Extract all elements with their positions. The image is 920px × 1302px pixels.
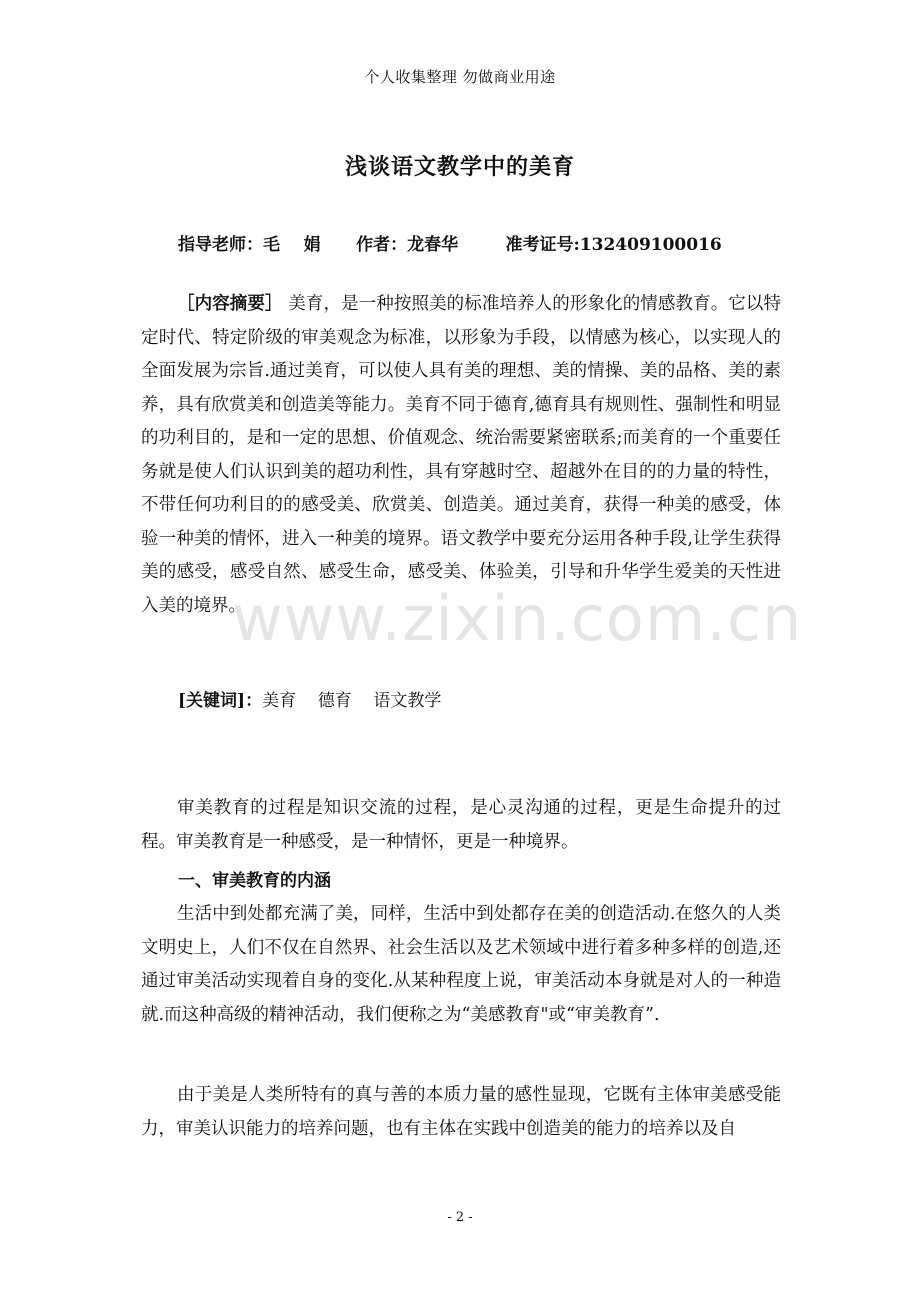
abstract-paragraph <box>141 288 781 623</box>
body-paragraph-1: 审美教育的过程是知识交流的过程，是心灵沟通的过程，更是生命提升的过程。审美教育是一种感受，是一种情怀，更是一种境界。 <box>141 798 781 852</box>
author-byline: 指导老师：毛 娟 作者：龙春华 准考证号:132409100016 <box>178 235 722 255</box>
keywords-text: 美育 德育 语文教学 <box>262 691 442 711</box>
keywords-label: [关键词]： <box>178 691 263 711</box>
watermark: www.zixin.com.cn <box>232 582 803 655</box>
section-heading: 一、审美教育的内涵 <box>178 871 331 891</box>
keywords-line <box>178 686 441 711</box>
header-note: 个人收集整理 勿做商业用途 <box>364 68 556 86</box>
body-paragraph-3: 由于美是人类所特有的真与善的本质力量的感性显现，它既有主体审美感受能力，审美认识能力的培养问题，也有主体在实践中创造美的能力的培养以及自 <box>141 1085 781 1139</box>
body-paragraph-2: 生活中到处都充满了美，同样，生活中到处都存在美的创造活动.在悠久的人类文明史上，人们不仅在自然界、社会生活以及艺术领域中进行着多种多样的创造,还通过审美活动实现着自身的变化.从某种程度上说，审美活动本身就是对人的一种造就.而这种高级的精神活动，我们便称之为“美感教育"或“审美教育”. <box>141 904 781 1025</box>
document-title: 浅谈语文教学中的美育 <box>344 154 575 180</box>
abstract-label: ［内容摘要］ <box>177 294 283 314</box>
page-number: - 2 - <box>447 1210 473 1225</box>
abstract-text: 美育，是一种按照美的标准培养人的形象化的情感教育。它以特定时代、特定阶级的审美观念为标准，以形象为手段，以情感为核心，以实现人的全面发展为宗旨.通过美育，可以使人具有美的理想、美的情操、美的品格、美的素养，具有欣赏美和创造美等能力。美育不同于德育,德育具有规则性、强制性和明显的功利目的，是和一定的思想、价值观念、统治需要紧密联系;而美育的一个重要任务就是使人们认识到美的超功利性，具有穿越时空、超越外在目的的力量的特性，不带任何功利目的的感受美、欣赏美、创造美。通过美育，获得一种美的感受，体验一种美的情怀，进入一种美的境界。语文教学中要充分运用各种手段,让学生获得美的感受，感受自然、感受生命，感受美、体验美，引导和升华学生爱美的天性进入美的境界。 <box>141 294 782 616</box>
